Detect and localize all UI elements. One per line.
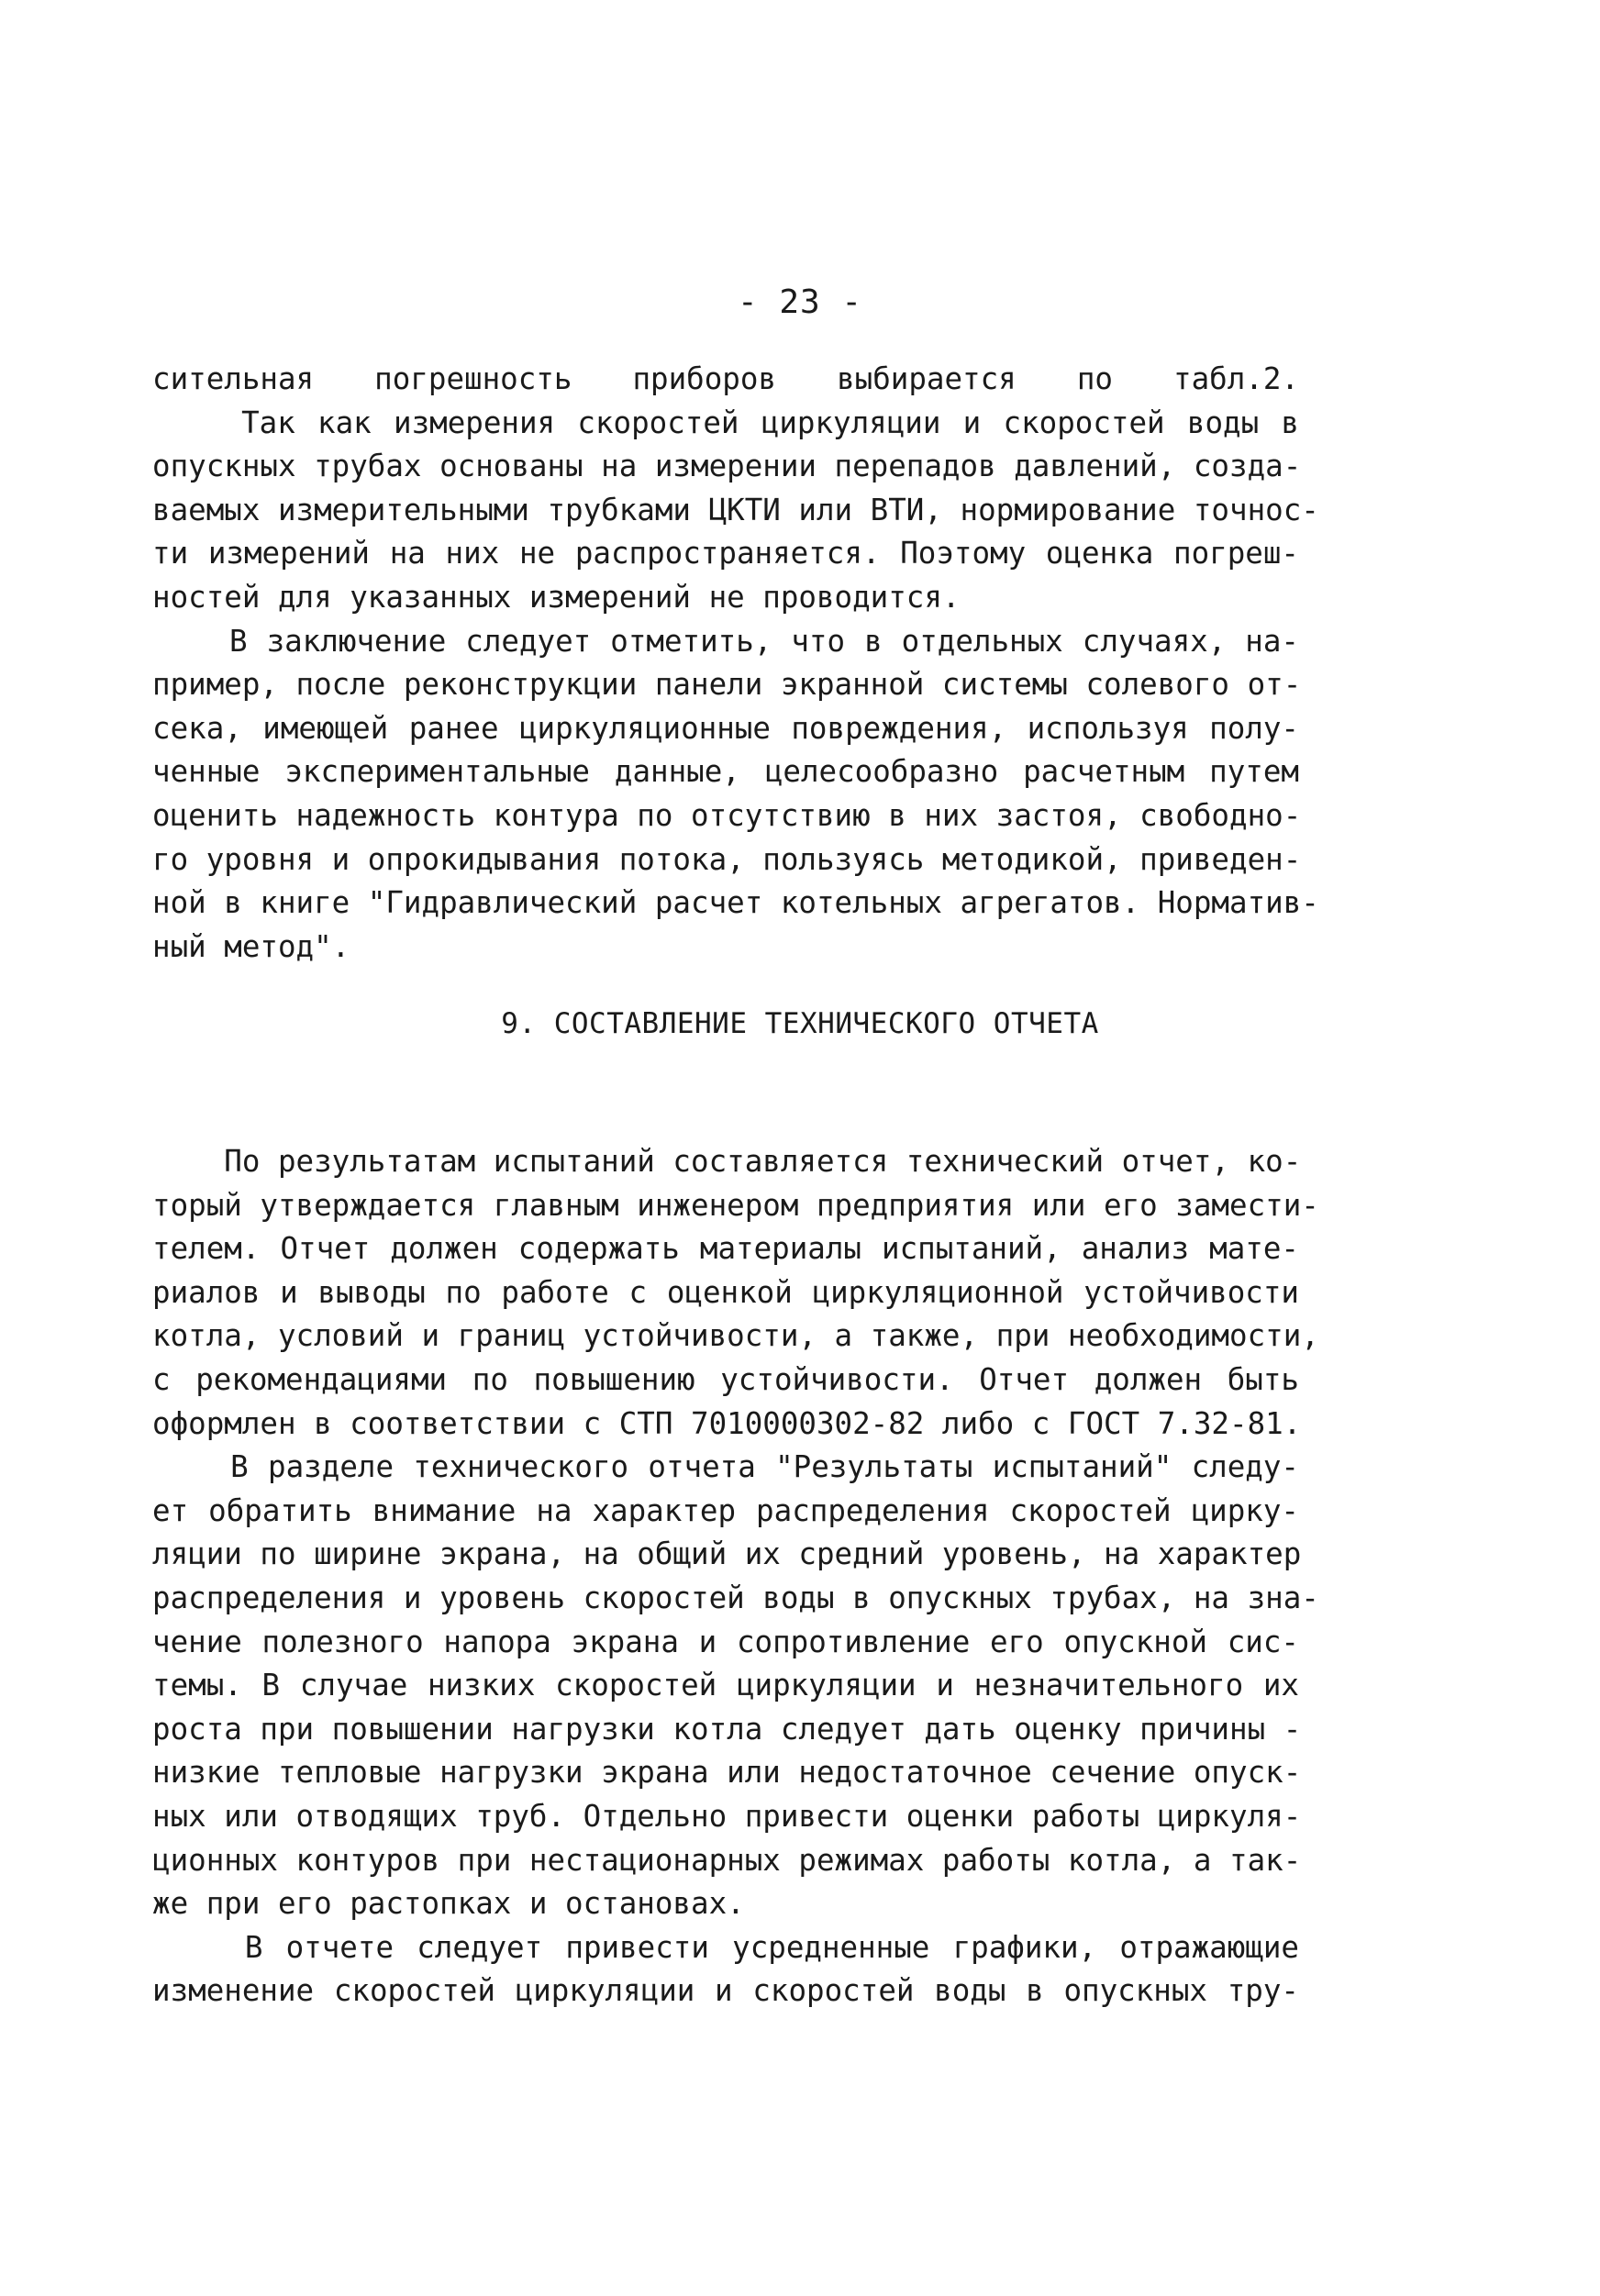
text-line: торый утверждается главным инженером предприятия или его замести- — [152, 1187, 1319, 1223]
text-line: роста при повышении нагрузки котла следует дать оценку причины - — [152, 1711, 1302, 1747]
text-line: опускных трубах основаны на измерении перепадов давлений, созда- — [152, 449, 1302, 484]
text-line: котла, условий и границ устойчивости, а также, при необходимости, — [152, 1318, 1319, 1354]
text-line: изменение скоростей циркуляции и скоростей воды в опускных тру- — [152, 1973, 1299, 2009]
text-line: же при его растопках и остановах. — [152, 1886, 745, 1922]
text-line: По результатам испытаний составляется технический отчет, ко- — [152, 1144, 1302, 1179]
text-line: В разделе технического отчета "Результаты испытаний" следу- — [152, 1449, 1299, 1485]
text-line: темы. В случае низких скоростей циркуляции и незначительного их — [152, 1668, 1299, 1703]
section-heading: 9. СОСТАВЛЕНИЕ ТЕХНИЧЕСКОГО ОТЧЕТА — [501, 1007, 1099, 1040]
text-line: ляции по ширине экрана, на общий их средний уровень, на характер — [152, 1536, 1302, 1572]
text-line: Так как измерения скоростей циркуляции и скоростей воды в — [152, 405, 1299, 440]
text-line: ет обратить внимание на характер распределения скоростей цирку- — [152, 1492, 1299, 1528]
text-line: чение полезного напора экрана и сопротивление его опускной сис- — [152, 1624, 1299, 1659]
text-line: пример, после реконструкции панели экранной системы солевого от- — [152, 667, 1302, 703]
text-line: ной в книге "Гидравлический расчет котельных агрегатов. Норматив- — [152, 885, 1319, 921]
page-number: - 23 - — [737, 283, 863, 321]
text-line: риалов и выводы по работе с оценкой циркуляционной устойчивости — [152, 1274, 1299, 1310]
text-block-intro — [152, 358, 1319, 969]
text-line: телем. Отчет должен содержать материалы испытаний, анализ мате- — [152, 1231, 1299, 1267]
text-line: ченные экспериментальные данные, целесообразно расчетным путем — [152, 754, 1299, 790]
text-block-report — [152, 1140, 1319, 2013]
text-line: ти измерений на них не распространяется. Поэтому оценка погреш- — [152, 536, 1299, 571]
text-line: оформлен в соответствии с СТП 7010000302-82 либо с ГОСТ 7.32-81. — [152, 1405, 1302, 1441]
text-line: ностей для указанных измерений не проводится. — [152, 579, 961, 615]
text-line: с рекомендациями по повышению устойчивости. Отчет должен быть — [152, 1361, 1299, 1397]
text-line: сительная погрешность приборов выбирается по табл.2. — [152, 361, 1299, 396]
text-line: ных или отводящих труб. Отдельно привести оценки работы циркуля- — [152, 1798, 1302, 1834]
text-line: ный метод". — [152, 928, 350, 964]
text-line: оценить надежность контура по отсутствию в них застоя, свободно- — [152, 797, 1302, 833]
text-line: низкие тепловые нагрузки экрана или недостаточное сечение опуск- — [152, 1755, 1302, 1791]
text-line: В отчете следует привести усредненные графики, отражающие — [152, 1929, 1299, 1965]
text-line: распределения и уровень скоростей воды в опускных трубах, на зна- — [152, 1580, 1319, 1615]
text-line: сека, имеющей ранее циркуляционные повреждения, используя полу- — [152, 710, 1299, 746]
text-line: го уровня и опрокидывания потока, пользуясь методикой, приведен- — [152, 841, 1302, 877]
text-line: ционных контуров при нестационарных режимах работы котла, а так- — [152, 1842, 1302, 1878]
text-line: ваемых измерительными трубками ЦКТИ или ВТИ, нормирование точнос- — [152, 492, 1319, 527]
text-line: В заключение следует отметить, что в отдельных случаях, на- — [152, 623, 1299, 659]
